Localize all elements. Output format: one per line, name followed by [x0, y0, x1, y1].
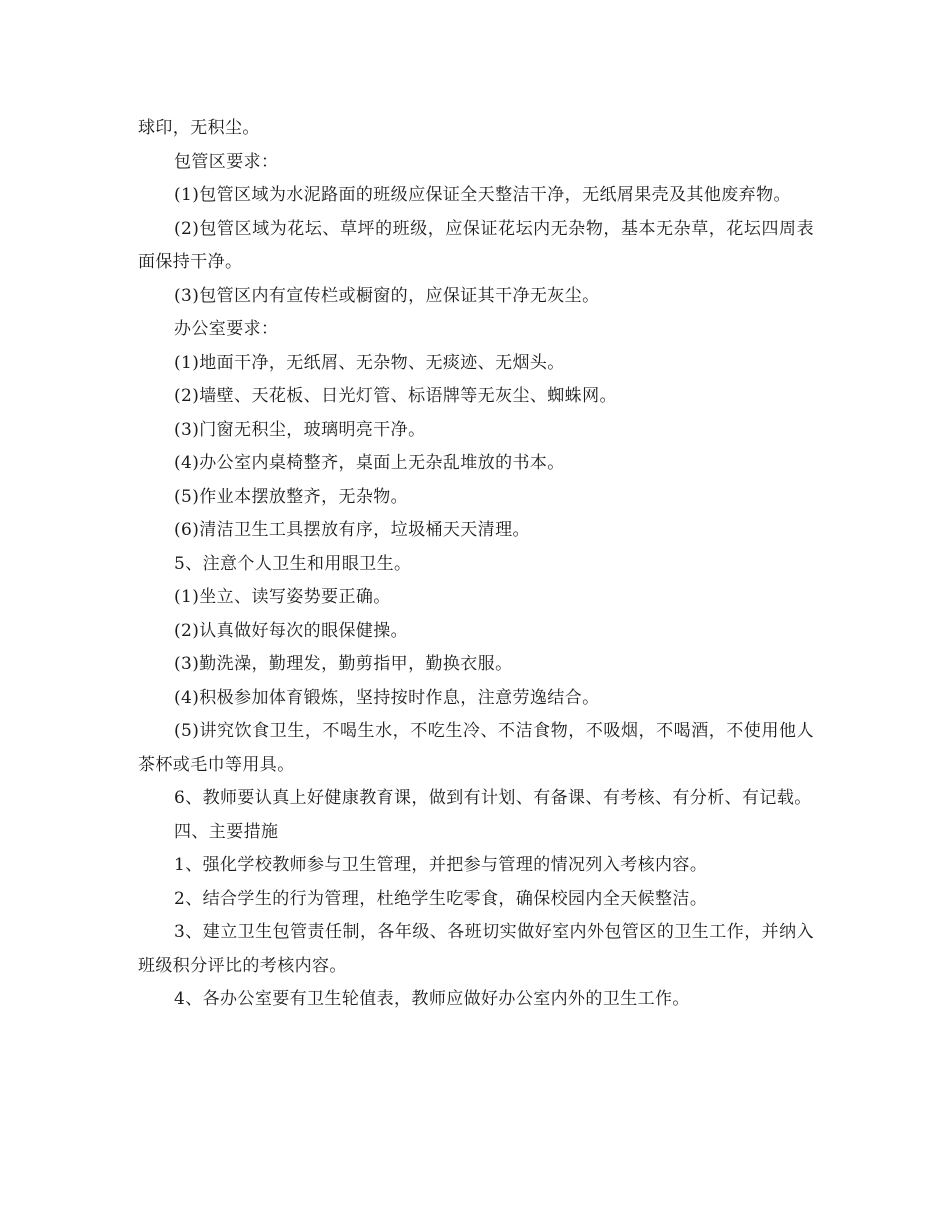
paragraph: (2)墙壁、天花板、日光灯管、标语牌等无灰尘、蜘蛛网。: [174, 386, 617, 406]
paragraph: 3、建立卫生包管责任制，各年级、各班切实做好室内外包管区的卫生工作，并纳入班级积分评比的考核内容。: [138, 922, 814, 976]
paragraph: (2)认真做好每次的眼保健操。: [174, 620, 409, 641]
paragraph: (5)讲究饮食卫生，不喝生水，不吃生冷、不洁食物，不吸烟，不喝酒，不使用他人茶杯或毛巾等用具。: [138, 721, 814, 775]
paragraph: (2)包管区域为花坛、草坪的班级，应保证花坛内无杂物，基本无杂草，花坛四周表面保持干净。: [138, 218, 814, 272]
paragraph: (1)坐立、读写姿势要正确。: [174, 587, 391, 607]
paragraph: 4、各办公室要有卫生轮值表，教师应做好办公室内外的卫生工作。: [174, 989, 690, 1009]
paragraph: (1)地面干净，无纸屑、无杂物、无痰迹、无烟头。: [174, 352, 565, 373]
paragraph: (1)包管区域为水泥路面的班级应保证全天整洁干净，无纸屑果壳及其他废弃物。: [174, 185, 791, 205]
paragraph: 办公室要求：: [174, 319, 279, 339]
paragraph: (5)作业本摆放整齐，无杂物。: [174, 486, 409, 507]
paragraph: (3)包管区内有宣传栏或橱窗的，应保证其干净无灰尘。: [174, 285, 600, 306]
paragraph: (6)清洁卫生工具摆放有序，垃圾桶天天清理。: [174, 520, 530, 540]
paragraph: (3)门窗无积尘，玻璃明亮干净。: [174, 419, 426, 440]
paragraph: (3)勤洗澡，勤理发，勤剪指甲，勤换衣服。: [174, 654, 513, 674]
paragraph: 包管区要求：: [174, 151, 279, 172]
paragraph: 球印，无积尘。: [138, 118, 260, 138]
document-body: [138, 112, 814, 1017]
paragraph: 四、主要措施: [174, 821, 279, 842]
paragraph: 1、强化学校教师参与卫生管理，并把参与管理的情况列入考核内容。: [174, 855, 708, 875]
paragraph: 6、教师要认真上好健康教育课，做到有计划、有备课、有考核、有分析、有记载。: [174, 788, 812, 808]
paragraph: (4)积极参加体育锻炼，坚持按时作息，注意劳逸结合。: [174, 687, 600, 708]
paragraph: (4)办公室内桌椅整齐，桌面上无杂乱堆放的书本。: [174, 453, 565, 473]
paragraph: 2、结合学生的行为管理，杜绝学生吃零食，确保校园内全天候整洁。: [174, 888, 708, 909]
paragraph: 5、注意个人卫生和用眼卫生。: [174, 553, 412, 574]
